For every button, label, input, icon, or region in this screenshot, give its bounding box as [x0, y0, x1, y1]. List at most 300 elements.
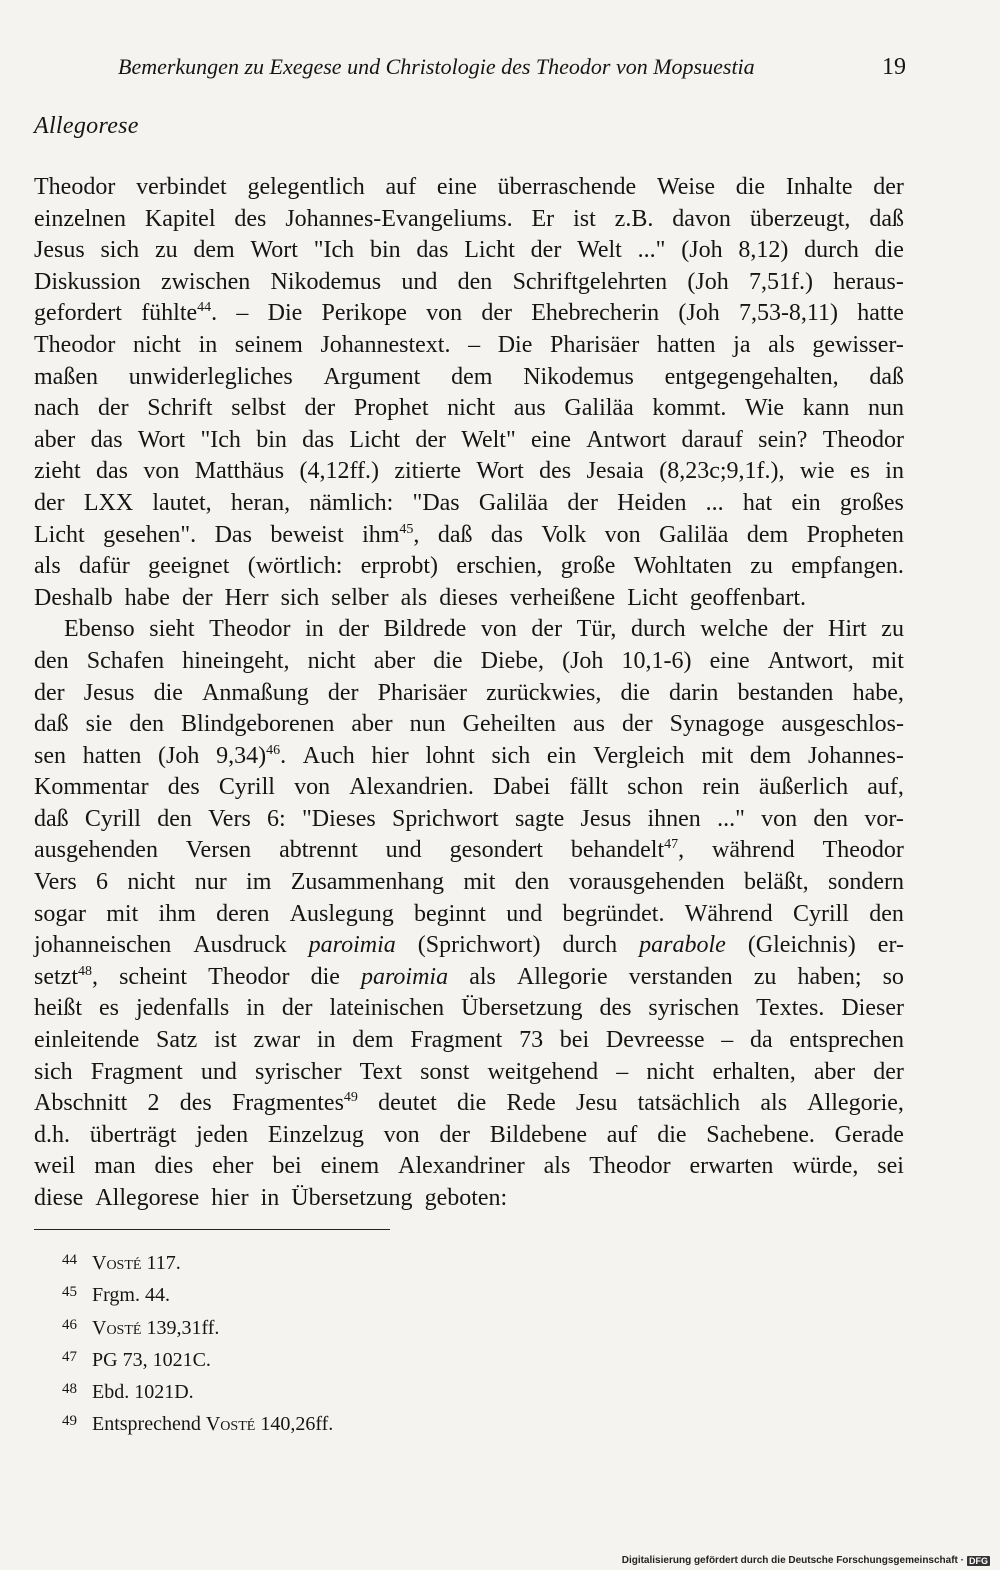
word: Volk	[541, 521, 587, 548]
footnote-ref[interactable]: 47	[664, 837, 679, 853]
footnote-number: 47	[62, 1348, 77, 1365]
word: sich	[34, 1058, 73, 1085]
footnote-number: 46	[62, 1316, 77, 1333]
word: Sachebene.	[706, 1121, 815, 1148]
word: die	[657, 1121, 687, 1148]
word: in	[260, 1185, 280, 1211]
word: großes	[839, 489, 904, 516]
word: Licht	[627, 584, 678, 611]
word: vorausgehenden	[568, 869, 725, 896]
word: er-	[877, 932, 904, 959]
word: Tür,	[576, 616, 617, 643]
word: johanneischen	[34, 932, 172, 959]
word: daß	[869, 205, 904, 232]
word: der	[415, 426, 446, 453]
word: der	[567, 489, 598, 516]
word: die	[456, 1090, 487, 1117]
word: nicht	[447, 395, 496, 422]
word: Galiläa	[659, 521, 729, 548]
word: Theodor	[34, 331, 116, 358]
text-line	[34, 835, 904, 867]
word: Satz	[156, 1027, 198, 1054]
word: daß	[437, 521, 473, 548]
word: 73	[519, 1027, 544, 1054]
word: erschien,	[456, 553, 543, 580]
word: entsprechen	[789, 1027, 904, 1054]
text-line	[34, 993, 904, 1025]
word: gesehen".	[103, 521, 197, 548]
word: maßen	[34, 363, 98, 390]
word: erwarten	[689, 1153, 774, 1180]
word: Synagoge	[669, 711, 765, 738]
word: sondern	[828, 869, 904, 896]
word: von	[383, 1121, 420, 1148]
word: sich	[100, 237, 140, 264]
text-line	[34, 235, 904, 267]
word: der	[97, 395, 129, 422]
footnote-ref[interactable]: 46	[266, 742, 281, 758]
text-line	[34, 1120, 904, 1152]
word: –	[721, 1027, 734, 1054]
word: bei	[272, 1153, 302, 1180]
word: nun	[409, 711, 446, 738]
text-line	[34, 614, 904, 646]
word: Jesus	[83, 679, 135, 706]
word: Johannestext.	[320, 331, 451, 358]
text-line	[34, 488, 904, 520]
word: den	[157, 805, 192, 832]
footnote-number: 49	[62, 1413, 77, 1430]
word: der	[338, 616, 369, 643]
word: ist	[573, 205, 596, 232]
word: als	[760, 1090, 788, 1117]
word: abtrennt	[279, 837, 358, 864]
word: Theodor	[589, 1153, 671, 1180]
word: nicht	[307, 647, 356, 674]
word: darauf	[681, 426, 743, 453]
footnote-ref[interactable]: 48	[77, 963, 92, 979]
text-line	[34, 204, 904, 236]
word: hatten	[656, 331, 716, 358]
text-line	[34, 772, 904, 804]
word: des	[539, 458, 572, 485]
word: rein	[702, 774, 740, 801]
word: Vers	[208, 805, 251, 832]
word: im	[246, 869, 272, 896]
word: Wort	[476, 458, 524, 485]
word: Diskussion	[34, 268, 141, 295]
text-line	[34, 172, 904, 204]
word: Welt"	[461, 426, 516, 453]
word: einzelnen	[34, 205, 126, 232]
word: lateinischen	[329, 995, 445, 1022]
word: Die	[497, 331, 533, 358]
word: weil	[34, 1153, 76, 1180]
word: daß	[34, 711, 69, 738]
word: in	[885, 458, 904, 485]
word: parabole	[639, 932, 726, 959]
word: wie	[799, 458, 835, 485]
credit-text: Digitalisierung gefördert durch die Deutsche Forschungsgemeinschaft ·	[621, 1555, 964, 1566]
word: in	[198, 331, 218, 358]
word: Auslegung	[289, 900, 394, 927]
word: scheint	[119, 963, 188, 990]
word: sonst	[420, 1058, 470, 1085]
word: zwar	[253, 1027, 301, 1054]
word: Versen	[185, 837, 252, 864]
word: Antwort,	[767, 647, 854, 674]
word: Jesaia	[586, 458, 644, 485]
footnote-text: PG 73, 1021C.	[92, 1348, 211, 1371]
word: der	[181, 584, 213, 611]
body-text	[34, 172, 904, 1215]
text-line	[34, 1025, 904, 1057]
word: Fragmentes$^{49}$	[231, 1090, 358, 1117]
word: jeden	[196, 1121, 249, 1148]
word: Licht	[464, 237, 515, 264]
word: Theodor	[822, 426, 904, 453]
word: Allegorese	[95, 1185, 200, 1211]
word: Allegorie,	[807, 1090, 904, 1117]
word: mit	[701, 742, 734, 769]
word: habe	[124, 584, 170, 611]
word: Kapitel	[144, 205, 216, 232]
word: die	[874, 237, 904, 264]
word: beweist	[270, 521, 344, 548]
word: zwischen	[160, 268, 251, 295]
text-line	[34, 393, 904, 425]
word: LXX	[83, 489, 134, 516]
word: von	[426, 300, 463, 327]
text-line	[34, 267, 904, 299]
word: der	[622, 711, 653, 738]
word: ihnen	[647, 805, 701, 832]
word: der	[782, 616, 814, 643]
word: bei	[559, 1027, 590, 1054]
word: aber	[351, 711, 393, 738]
word: zu	[154, 237, 178, 264]
word: zu	[753, 963, 777, 990]
word: aber	[34, 426, 76, 453]
word: ausgeschlos-	[781, 711, 904, 738]
word: ...	[705, 489, 724, 516]
word: Perikope	[321, 300, 407, 327]
word: ..."	[637, 237, 666, 264]
running-title: Bemerkungen zu Exegese und Christologie des Theodor von Mopsuestia	[118, 54, 755, 79]
word: jedenfalls	[135, 995, 230, 1022]
word: fällt	[569, 774, 609, 801]
word: Herr	[224, 584, 269, 611]
section-heading: Allegorese	[34, 113, 139, 139]
word: (Gleichnis)	[747, 932, 856, 959]
word: selber	[331, 584, 389, 611]
footnote	[62, 1280, 333, 1312]
word: lohnt	[425, 742, 475, 769]
word: paroimia	[308, 932, 396, 959]
word: in	[305, 616, 324, 643]
word: ihm$^{45}$,	[362, 521, 420, 548]
word: schon	[627, 774, 684, 801]
word: deutet	[378, 1090, 437, 1117]
word: zu	[750, 553, 773, 580]
word: dem	[193, 237, 235, 264]
word: da	[749, 1027, 773, 1054]
word: Kommentar	[34, 774, 149, 801]
word: Vers	[34, 869, 77, 896]
word: des	[179, 1090, 212, 1117]
text-line	[34, 551, 904, 583]
word: bin	[256, 426, 287, 453]
word: Geheilten	[462, 711, 556, 738]
word: des	[167, 774, 200, 801]
word: Gerade	[834, 1121, 904, 1148]
word: Text	[359, 1058, 402, 1085]
word: daß	[869, 363, 904, 390]
word: 6	[96, 869, 108, 896]
word: welche	[700, 616, 769, 643]
word: Matthäus	[194, 458, 285, 485]
word: in	[316, 1027, 336, 1054]
word: hier	[371, 742, 409, 769]
word: davon	[672, 205, 731, 232]
word: erprobt)	[360, 553, 439, 580]
text-line	[34, 804, 904, 836]
word: darin	[669, 679, 719, 706]
word: würde,	[792, 1153, 859, 1180]
footnote-text: Entsprechend Vosté 140,26ff.	[92, 1413, 334, 1436]
word: durch	[804, 237, 859, 264]
word: Vergleich	[592, 742, 685, 769]
word: ist	[214, 1027, 237, 1054]
word: heißt	[34, 995, 82, 1022]
text-line	[34, 298, 904, 330]
word: syrischen	[648, 995, 740, 1022]
word: aus	[572, 711, 605, 738]
word: durch	[630, 616, 686, 643]
word: haben;	[797, 963, 862, 990]
word: eine	[436, 174, 477, 200]
word: 7,51f.)	[749, 268, 813, 295]
text-line	[34, 362, 904, 394]
word: verstanden	[628, 963, 733, 990]
footnote-ref[interactable]: 44	[197, 300, 212, 316]
word: das	[302, 426, 335, 453]
word: "Ich	[313, 237, 355, 264]
word: nämlich:	[309, 489, 394, 516]
text-line	[34, 1057, 904, 1089]
word: kommt.	[652, 395, 727, 422]
word: (4,12ff.)	[299, 458, 380, 485]
word: Theodor	[34, 174, 116, 200]
word: das	[90, 426, 123, 453]
word: Galiläa	[478, 489, 549, 516]
footnote-rule	[34, 1229, 390, 1230]
word: Inhalte	[785, 174, 853, 200]
word: Theodor	[209, 616, 291, 643]
word: mit	[463, 869, 496, 896]
text-line	[34, 520, 904, 552]
word: dem	[746, 521, 789, 548]
word: dafür	[79, 553, 130, 580]
word: Alexandriner	[398, 1153, 525, 1180]
word: den	[34, 647, 69, 674]
word: des	[599, 995, 632, 1022]
footnote-text: Vosté 139,31ff.	[92, 1316, 220, 1339]
word: hier	[211, 1185, 249, 1211]
word: einem	[320, 1153, 380, 1180]
word: Jesus	[580, 805, 632, 832]
word: Licht	[349, 426, 401, 453]
word: geboten:	[424, 1185, 508, 1211]
word: gesondert	[449, 837, 543, 864]
word: den	[869, 900, 904, 927]
word: Jesu	[576, 1090, 618, 1117]
word: nur	[194, 869, 227, 896]
word: seinem	[234, 331, 303, 358]
word: dies	[154, 1153, 194, 1180]
word: behandelt$^{47}$,	[570, 837, 685, 864]
word: (Joh	[678, 300, 720, 327]
word: als	[469, 963, 496, 990]
footnote-ref[interactable]: 45	[399, 521, 414, 537]
word: Blindgeborenen	[181, 711, 335, 738]
word: sie	[85, 711, 113, 738]
word: Fragment	[410, 1027, 503, 1054]
word: 8,12)	[738, 237, 789, 264]
word: 2	[147, 1090, 160, 1117]
word: überzeugt,	[749, 205, 851, 232]
word: der	[873, 1058, 904, 1085]
word: "Das	[412, 489, 460, 516]
footnote	[62, 1345, 333, 1377]
word: (wörtlich:	[247, 553, 343, 580]
word: sieht	[149, 616, 195, 643]
word: lautet,	[152, 489, 212, 516]
word: beginnt	[413, 900, 486, 927]
word: der	[873, 174, 904, 200]
word: sein?	[758, 426, 808, 453]
word: große	[560, 553, 616, 580]
word: verheißene	[509, 584, 616, 611]
word: und	[385, 837, 422, 864]
text-line	[34, 646, 904, 678]
word: Wort	[250, 237, 298, 264]
word: z.B.	[614, 205, 654, 232]
word: Ehebrecherin	[531, 300, 660, 327]
word: erhalten,	[712, 1058, 796, 1085]
word: hat	[742, 489, 773, 516]
word: ein	[546, 742, 577, 769]
word: Auch	[302, 742, 355, 769]
word: Nikodemus	[523, 363, 634, 390]
word: den	[813, 805, 849, 832]
word: aber	[813, 1058, 856, 1085]
word: überträgt	[89, 1121, 177, 1148]
word: Johannes-Evangeliums.	[285, 205, 513, 232]
word: Pharisäer	[377, 679, 467, 706]
word: Welt	[577, 237, 622, 264]
word: 7,53-8,11)	[738, 300, 839, 327]
word: Bildrede	[383, 616, 467, 643]
word: –	[468, 331, 481, 358]
word: bin	[369, 237, 401, 264]
text-line	[34, 1151, 904, 1183]
word: Devreesse	[605, 1027, 705, 1054]
word: es	[98, 995, 119, 1022]
word: eher	[212, 1153, 254, 1180]
word: fühlte$^{44}$.	[141, 300, 218, 327]
text-line	[34, 709, 904, 741]
word: syrischer	[254, 1058, 342, 1085]
word: der	[34, 489, 65, 516]
word: der	[531, 616, 563, 643]
word: Anmaßung	[202, 679, 309, 706]
text-line	[34, 583, 904, 615]
word: Er	[531, 205, 555, 232]
text-line	[34, 425, 904, 457]
footnote	[62, 1248, 333, 1280]
word: gefordert	[34, 300, 122, 327]
text-line	[34, 930, 904, 962]
word: weitgehend	[487, 1058, 599, 1085]
word: daß	[34, 805, 69, 832]
word: nicht	[646, 1058, 695, 1085]
word: nicht	[132, 331, 181, 358]
word: Schriftgelehrten	[512, 268, 668, 295]
word: Prophet	[353, 395, 429, 422]
word: Argument	[323, 363, 421, 390]
word: des	[234, 205, 267, 232]
word: begründet.	[562, 900, 665, 927]
word: vor-	[864, 805, 904, 832]
word: die	[310, 963, 340, 990]
word: Dieser	[841, 995, 904, 1022]
word: den	[129, 711, 165, 738]
word: sogar	[34, 900, 86, 927]
word: sich	[280, 584, 320, 611]
footnote-ref[interactable]: 49	[343, 1090, 358, 1106]
word: –	[236, 300, 249, 327]
word: Textes.	[756, 995, 825, 1022]
word: sagte	[514, 805, 565, 832]
word: eine	[531, 426, 572, 453]
word: (Joh	[687, 268, 729, 295]
word: den	[514, 869, 550, 896]
word: Fragment	[90, 1058, 183, 1085]
word: diese	[34, 1185, 84, 1211]
word: und	[200, 1058, 237, 1085]
footnote-number: 48	[62, 1381, 77, 1398]
word: empfangen.	[791, 553, 904, 580]
word: "Ich	[200, 426, 241, 453]
word: zu	[881, 616, 904, 643]
word: Licht	[34, 521, 85, 548]
word: dem	[352, 1027, 394, 1054]
text-line	[34, 899, 904, 931]
word: Theodor	[822, 837, 904, 864]
text-line	[34, 1183, 904, 1215]
word: Ebenso	[64, 616, 135, 643]
word: der	[304, 395, 336, 422]
word: Johannes-	[807, 742, 904, 769]
word: nach	[34, 395, 80, 422]
text-line	[34, 1088, 904, 1120]
word: Die	[267, 300, 303, 327]
word: überraschende	[497, 174, 637, 200]
word: –	[616, 1058, 629, 1085]
word: als	[768, 331, 795, 358]
word: Übersetzung	[291, 1185, 413, 1211]
